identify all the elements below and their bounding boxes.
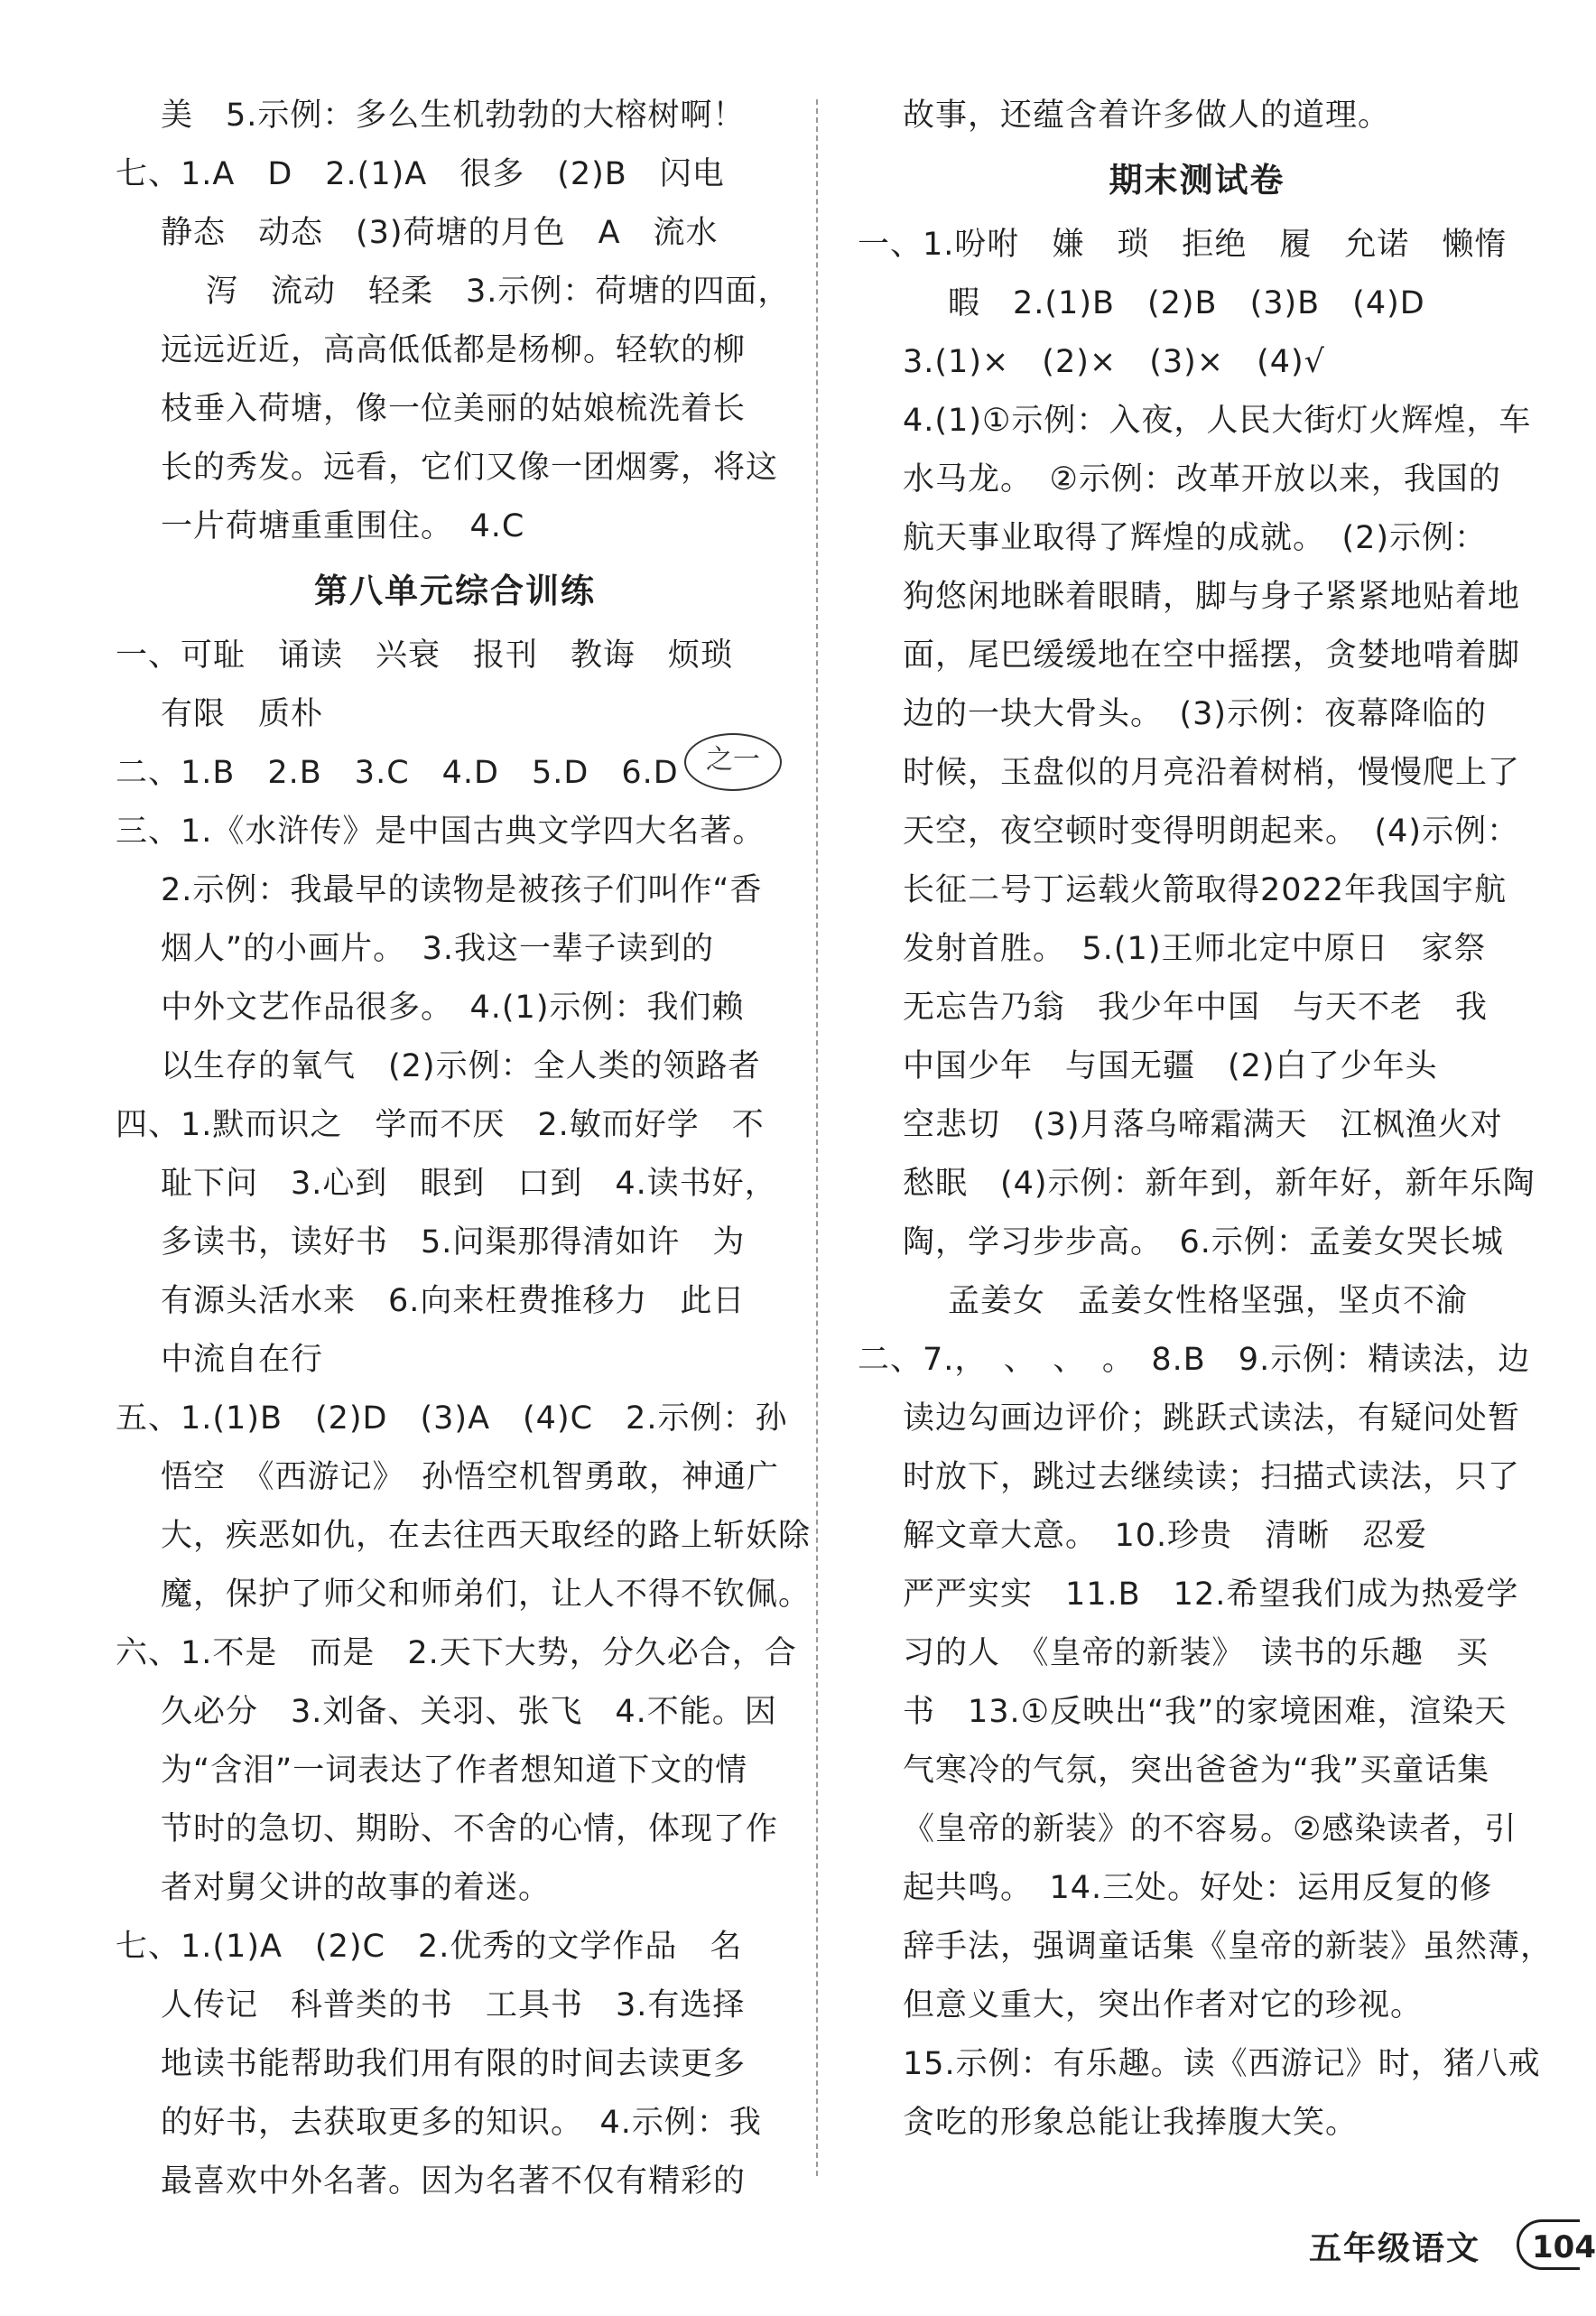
answer-line: 地读书能帮助我们用有限的时间去读更多 — [161, 2046, 747, 2082]
answer-line: 航天事业取得了辉煌的成就。 (2)示例： — [903, 520, 1488, 556]
answer-line: 七、1.(1)A (2)C 2.优秀的文学作品 名 — [116, 1929, 743, 1965]
answer-line: 节时的急切、期盼、不舍的心情，体现了作 — [161, 1811, 779, 1847]
answer-line: 习的人 《皇帝的新装》 读书的乐趣 买 — [903, 1635, 1489, 1671]
right-column — [858, 87, 1554, 2153]
answer-line: 人传记 科普类的书 工具书 3.有选择 — [161, 1987, 746, 2023]
answer-line: 一、1.吩咐 嫌 琐 拒绝 履 允诺 懒惰 — [858, 227, 1508, 263]
answer-line: 天空，夜空顿时变得明朗起来。 (4)示例： — [903, 814, 1520, 850]
answer-line: 4.(1)①示例：入夜，人民大街灯火辉煌，车 — [903, 403, 1532, 439]
answer-line: 美 5.示例：多么生机勃勃的大榕树啊！ — [161, 98, 746, 134]
answer-line: 七、1.A D 2.(1)A 很多 (2)B 闪电 — [116, 156, 725, 192]
answer-line: 久必分 3.刘备、关羽、张飞 4.不能。因 — [161, 1694, 777, 1730]
answer-line: 耻下问 3.心到 眼到 口到 4.读书好， — [161, 1166, 777, 1202]
answer-line: 中流自在行 — [161, 1342, 324, 1378]
handwritten-note: 之一 — [684, 733, 782, 791]
answer-line: 辞手法，强调童话集《皇帝的新装》虽然薄， — [903, 1929, 1554, 1965]
grade-subject-label: 五年级语文 — [1309, 2230, 1481, 2267]
answer-line: 有限 质朴 — [161, 696, 324, 732]
answer-line: 最喜欢中外名著。因为名著不仅有精彩的 — [161, 2163, 747, 2200]
answer-line: 水马龙。 ②示例：改革开放以来，我国的 — [903, 461, 1501, 498]
answer-line: 者对舅父讲的故事的着迷。 — [161, 1870, 552, 1906]
answer-line: 读边勾画边评价；跳跃式读法，有疑问处暂 — [903, 1400, 1521, 1437]
section-heading: 期末测试卷 — [1109, 161, 1285, 200]
answer-line: 《皇帝的新装》的不容易。②感染读者，引 — [903, 1811, 1517, 1847]
answer-line: 长的秀发。远看，它们又像一团烟雾，将这 — [161, 450, 779, 486]
answer-line: 15.示例：有乐趣。读《西游记》时，猪八戒 — [903, 2046, 1541, 2082]
answer-line: 五、1.(1)B (2)D (3)A (4)C 2.示例：孙 — [116, 1400, 788, 1437]
answer-line: 三、1.《水浒传》是中国古典文学四大名著。 — [116, 814, 766, 850]
answer-line: 远远近近，高高低低都是杨柳。轻软的柳 — [161, 332, 747, 368]
answer-line: 边的一块大骨头。 (3)示例：夜幕降临的 — [903, 696, 1488, 732]
answer-line: 泻 流动 轻柔 3.示例：荷塘的四面， — [206, 274, 791, 310]
answer-line: 狗悠闲地眯着眼睛，脚与身子紧紧地贴着地 — [903, 579, 1521, 615]
answer-line: 暇 2.(1)B (2)B (3)B (4)D — [948, 285, 1425, 321]
answer-line: 为“含泪”一词表达了作者想知道下文的情 — [161, 1753, 748, 1789]
answer-line: 空悲切 (3)月落乌啼霜满天 江枫渔火对 — [903, 1107, 1503, 1143]
answer-line: 贪吃的形象总能让我捧腹大笑。 — [903, 2105, 1359, 2141]
answer-line: 起共鸣。 14.三处。好处：运用反复的修 — [903, 1870, 1493, 1906]
answer-line: 2.示例：我最早的读物是被孩子们叫作“香 — [161, 872, 763, 908]
answer-line: 多读书，读好书 5.问渠那得清如许 为 — [161, 1224, 746, 1260]
answer-line: 六、1.不是 而是 2.天下大势，分久必合，合 — [116, 1635, 797, 1671]
page-number-badge: 104 — [1517, 2219, 1580, 2270]
answer-line: 孟姜女 孟姜女性格坚强，坚贞不渝 — [948, 1283, 1469, 1319]
answer-line: 气寒冷的气氛，突出爸爸为“我”买童话集 — [903, 1753, 1490, 1789]
answer-line: 一片荷塘重重围住。 4.C — [161, 508, 525, 544]
answer-line: 但意义重大，突出作者对它的珍视。 — [903, 1987, 1424, 2023]
answer-line: 四、1.默而识之 学而不厌 2.敏而好学 不 — [116, 1107, 765, 1143]
answer-line: 的好书，去获取更多的知识。 4.示例：我 — [161, 2105, 762, 2141]
left-column — [116, 87, 812, 2211]
answer-line: 时放下，跳过去继续读；扫描式读法，只了 — [903, 1459, 1521, 1495]
answer-line: 陶，学习步步高。 6.示例：孟姜女哭长城 — [903, 1224, 1504, 1260]
answer-line: 中国少年 与国无疆 (2)白了少年头 — [903, 1048, 1438, 1084]
answer-line: 面，尾巴缓缓地在空中摇摆，贪婪地啃着脚 — [903, 637, 1521, 674]
answer-line: 烟人”的小画片。 3.我这一辈子读到的 — [161, 931, 715, 967]
answer-line: 有源头活水来 6.向来枉费推移力 此日 — [161, 1283, 746, 1319]
answer-line: 以生存的氧气 (2)示例：全人类的领路者 — [161, 1048, 761, 1084]
answer-line: 故事，还蕴含着许多做人的道理。 — [903, 98, 1391, 134]
answer-line: 悟空 《西游记》 孙悟空机智勇敢，神通广 — [161, 1459, 780, 1495]
answer-line: 静态 动态 (3)荷塘的月色 A 流水 — [161, 215, 719, 251]
answer-line: 解文章大意。 10.珍贵 清晰 忍爱 — [903, 1518, 1428, 1554]
answer-line: 魔，保护了师父和师弟们，让人不得不钦佩。 — [161, 1577, 812, 1613]
answer-line: 一、可耻 诵读 兴衰 报刊 教诲 烦琐 — [116, 637, 734, 674]
answer-line: 发射首胜。 5.(1)王师北定中原日 家祭 — [903, 931, 1487, 967]
answer-line: 时候，玉盘似的月亮沿着树梢，慢慢爬上了 — [903, 755, 1521, 791]
answer-line: 书 13.①反映出“我”的家境困难，渲染天 — [903, 1694, 1508, 1730]
answer-line: 3.(1)× (2)× (3)× (4)√ — [903, 344, 1325, 380]
answer-line: 二、1.B 2.B 3.C 4.D 5.D 6.D — [116, 755, 679, 791]
answer-line: 二、7.， 、 、 。 8.B 9.示例：精读法，边 — [858, 1342, 1531, 1378]
answer-line: 严严实实 11.B 12.希望我们成为热爱学 — [903, 1577, 1519, 1613]
section-heading: 第八单元综合训练 — [314, 572, 596, 610]
answer-line: 枝垂入荷塘，像一位美丽的姑娘梳洗着长 — [161, 391, 747, 427]
answer-line: 长征二号丁运载火箭取得2022年我国宇航 — [903, 872, 1508, 908]
answer-line: 大，疾恶如仇，在去往西天取经的路上斩妖除 — [161, 1518, 812, 1554]
answer-line: 中外文艺作品很多。 4.(1)示例：我们赖 — [161, 990, 745, 1026]
answer-line: 愁眠 (4)示例：新年到，新年好，新年乐陶 — [903, 1166, 1536, 1202]
answer-line: 无忘告乃翁 我少年中国 与天不老 我 — [903, 990, 1489, 1026]
column-divider — [816, 99, 818, 2176]
